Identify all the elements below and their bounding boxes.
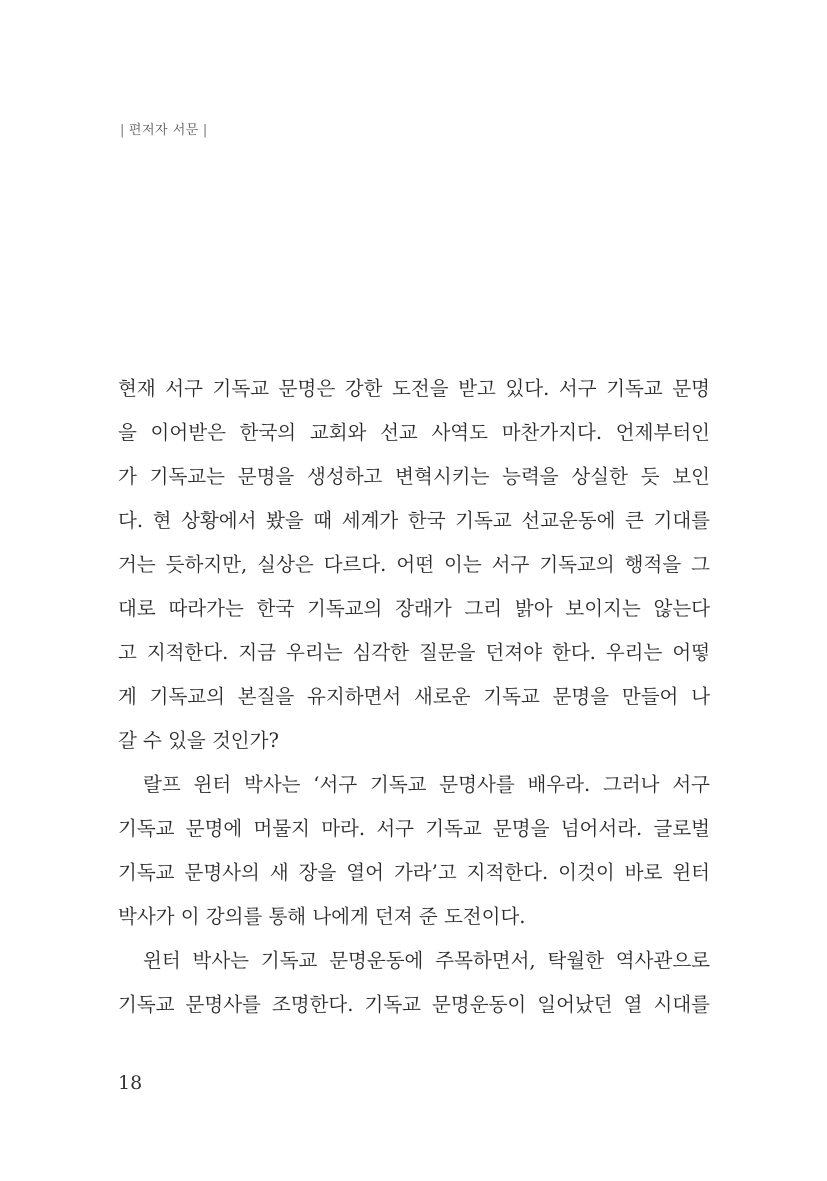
paragraph-line: 현재 서구 기독교 문명은 강한 도전을 받고 있다. 서구 기독교 문명: [118, 377, 710, 400]
paragraph-line: 기독교 문명사를 조명한다. 기독교 문명운동이 일어났던 열 시대를: [118, 993, 710, 1016]
paragraph-line: 게 기독교의 본질을 유지하면서 새로운 기독교 문명을 만들어 나: [118, 685, 710, 708]
paragraph-line: 기독교 문명사의 새 장을 열어 가라’고 지적한다. 이것이 바로 윈터: [118, 861, 710, 884]
page-number: 18: [118, 1072, 143, 1094]
paragraph-line: 윈터 박사는 기독교 문명운동에 주목하면서, 탁월한 역사관으로: [143, 949, 710, 972]
running-header: [116, 119, 212, 138]
paragraph-line: 랄프 윈터 박사는 ‘서구 기독교 문명사를 배우라. 그러나 서구: [143, 773, 710, 796]
paragraph-line: 고 지적한다. 지금 우리는 심각한 질문을 던져야 한다. 우리는 어떻: [118, 641, 710, 664]
header-title: 편저자 서문: [128, 123, 199, 138]
paragraph-line: 거는 듯하지만, 실상은 다르다. 어떤 이는 서구 기독교의 행적을 그: [118, 553, 710, 576]
paragraph-line: 박사가 이 강의를 통해 나에게 던져 준 도전이다.: [118, 905, 526, 928]
paragraph-line: 기독교 문명에 머물지 마라. 서구 기독교 문명을 넘어서라. 글로벌: [118, 817, 710, 840]
paragraph-line: 대로 따라가는 한국 기독교의 장래가 그리 밝아 보이지는 않는다: [118, 597, 710, 620]
body-text: [118, 367, 710, 1027]
header-right-bar: |: [202, 123, 208, 138]
paragraph-line: 다. 현 상황에서 봤을 때 세계가 한국 기독교 선교운동에 큰 기대를: [118, 509, 710, 532]
paragraph-1: [118, 367, 710, 763]
header-left-bar: |: [120, 123, 125, 138]
paragraph-3: [118, 939, 710, 1027]
paragraph-2: [118, 763, 710, 939]
paragraph-line: 을 이어받은 한국의 교회와 선교 사역도 마찬가지다. 언제부터인: [118, 421, 710, 444]
paragraph-line: 갈 수 있을 것인가?: [118, 729, 279, 752]
paragraph-line: 가 기독교는 문명을 생성하고 변혁시키는 능력을 상실한 듯 보인: [118, 465, 710, 488]
